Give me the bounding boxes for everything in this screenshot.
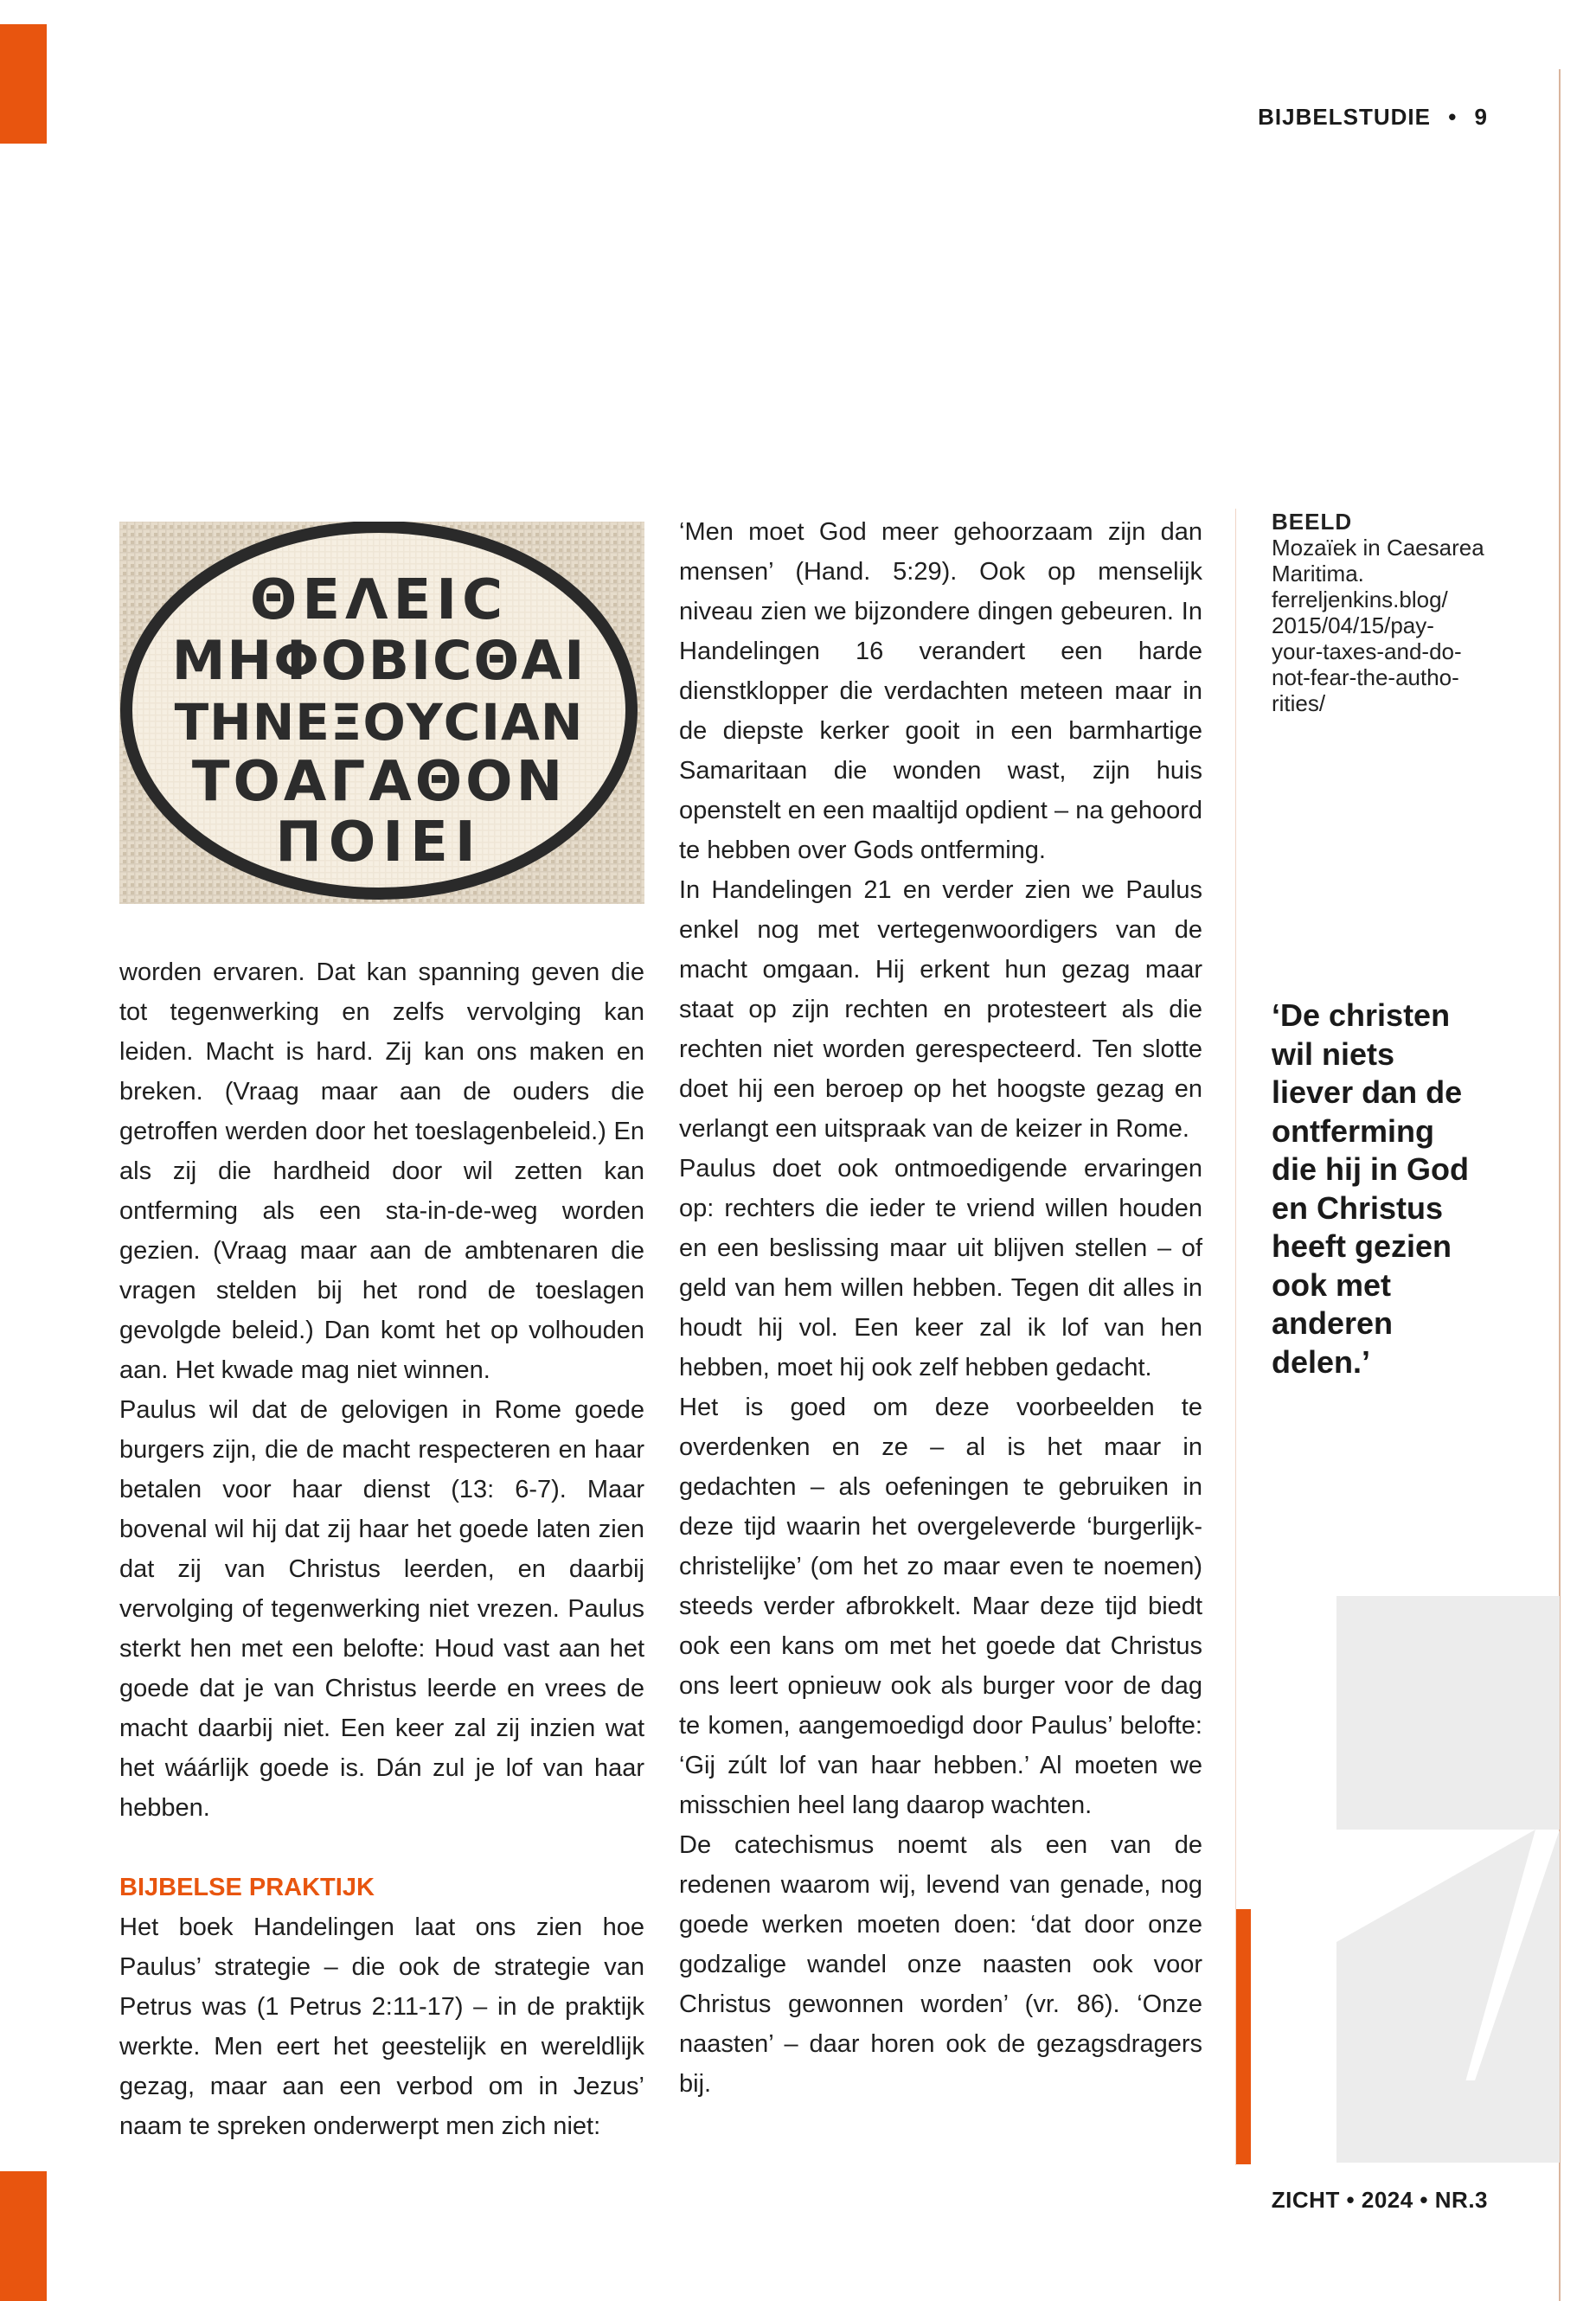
accent-bar-bottom-left (0, 2171, 47, 2301)
caption-line: not-fear-the-autho- (1272, 664, 1459, 690)
body-column-2 (679, 512, 1202, 2104)
accent-strip-right (1235, 1909, 1251, 2164)
section-title: BIJBELSTUDIE (1258, 104, 1431, 130)
quote-line: liever dan de (1272, 1074, 1463, 1110)
caption-line: 2015/04/15/pay- (1272, 612, 1434, 638)
caption-line: rities/ (1272, 690, 1326, 716)
inscription-line-4: ΤΟΑΓΑΘΟΝ (191, 750, 567, 814)
paragraph: ‘Men moet God meer gehoorzaam zijn dan mensen’ (Hand. 5:29). Ook op menselijk niveau zien we bijzondere dingen gebeuren. In Handelingen 16 verandert een harde dienstklopper die verdachten meteen maar in de diepste kerker gooit in een barmhartige Samaritaan die wonden wast, zijn huis openstelt en een maaltijd opdient – na gehoord te hebben over Gods ontferming. (679, 518, 1202, 864)
quote-line: delen.’ (1272, 1343, 1371, 1380)
quote-line: die hij in God (1272, 1151, 1469, 1187)
inscription-line-5: ΠΟΙΕΙ (275, 811, 483, 875)
mosaic-image (119, 522, 644, 904)
section-subheading: BIJBELSE PRAKTIJK (119, 1874, 375, 1901)
caption-label: BEELD (1272, 509, 1353, 535)
caption-line: Maritima. (1272, 561, 1364, 586)
paragraph: Het boek Handelingen laat ons zien hoe Paulus’ strategie – die ook de strategie van Petrus was (1 Petrus 2:11-17) – in de praktijk werkte. Men eert het geestelijk en wereldlijk gezag, maar aan een verbod om in Jezus’ naam te spreken onderwerpt men zich niet: (119, 1913, 644, 2140)
header-separator: • (1448, 104, 1458, 130)
image-caption (1272, 509, 1514, 716)
paragraph: In Handelingen 21 en verder zien we Paulus enkel nog met vertegenwoordigers van de macht omgaan. Hij erkent hun gezag maar staat op zijn rechten en protesteert als die rechten niet worden gerespecteerd. Ten slotte doet hij een beroep op het hoogste gezag en verlangt een uitspraak van de keizer in Rome. (679, 876, 1202, 1143)
body-column-1 (119, 952, 644, 2146)
quote-line: ook met (1272, 1266, 1392, 1303)
pull-quote (1272, 997, 1531, 1381)
quote-column-rule (1235, 509, 1236, 2165)
mosaic-illustration (119, 522, 644, 904)
paragraph: Paulus doet ook ontmoedigende ervaringen op: rechters die ieder te vriend willen houden en een beslissing maar uit blijven stellen – of geld van hem willen hebben. Tegen dit alles in houdt hij vol. Een keer zal ik lof van hen hebben, moet hij ook zelf hebben gedacht. (679, 1155, 1202, 1381)
quote-line: en Christus (1272, 1189, 1444, 1226)
running-footer: ZICHT • 2024 • NR.3 (1271, 2187, 1488, 2213)
paragraph: De catechismus noemt als een van de redenen waarom wij, levend van genade, nog goede werken moeten doen: ‘dat door onze godzalige wandel onze naasten ook voor Christus gewonnen worden’ (vr. 86). ‘Onze naasten’ – daar horen ook de gezagsdragers bij. (679, 1831, 1202, 2098)
z-watermark-graphic (1336, 1596, 1560, 2163)
page-number: 9 (1474, 104, 1488, 130)
quote-line: heeft gezien (1272, 1228, 1452, 1264)
quote-line: wil niets (1272, 1035, 1395, 1072)
quote-line: ontferming (1272, 1112, 1434, 1149)
quote-line: anderen (1272, 1305, 1394, 1341)
running-header (1258, 104, 1488, 131)
inscription-line-1: ΘΕΛΕΙϹ (249, 568, 509, 632)
inscription-line-2: ΜΗΦΟΒΙϹΘΑΙ (171, 629, 586, 692)
paragraph: worden ervaren. Dat kan spanning geven die tot tegenwerking en zelfs vervolging kan leiden. Macht is hard. Zij kan ons maken en breken. (Vraag maar aan de ouders die getroffen werden door het toeslagenbeleid.) En als zij die hardheid door wil zetten kan ontferming als een sta-in-de-weg worden gezien. (Vraag maar aan de ambtenaren die vragen stelden bij het rond de toeslagen gevolgde beleid.) Dan komt het op volhouden aan. Het kwade mag niet winnen. (119, 958, 644, 1384)
inscription-line-3: ΤΗΝΕΞΟΥϹΙΑΝ (174, 693, 584, 752)
caption-line: ferreljenkins.blog/ (1272, 586, 1448, 612)
caption-line: your-taxes-and-do- (1272, 638, 1462, 664)
caption-line: Mozaïek in Caesarea (1272, 535, 1484, 561)
quote-line: ‘De christen (1272, 997, 1451, 1033)
accent-bar-top-left (0, 24, 47, 144)
paragraph: Het is goed om deze voorbeelden te overdenken en ze – al is het maar in gedachten – als oefeningen te gebruiken in deze tijd waarin het overgeleverde ‘burgerlijk-christelijke’ (om het zo maar even te noemen) steeds verder afbrokkelt. Maar deze tijd biedt ook een kans om met het goede dat Christus ons leert opnieuw ook als burger voor de dag te komen, aangemoedigd door Paulus’ belofte: ‘Gij zúlt lof van haar hebben.’ Al moeten we misschien heel lang daarop wachten. (679, 1394, 1202, 1819)
paragraph: Paulus wil dat de gelovigen in Rome goede burgers zijn, die de macht respecteren en haar betalen voor haar dienst (13: 6-7). Maar bovenal wil hij dat zij haar het goede laten zien dat zij van Christus leerden, en daarbij vervolging of tegenwerking niet vrezen. Paulus sterkt hen met een belofte: Houd vast aan het goede dat je van Christus leerde en vrees de macht daarbij niet. Een keer zal zij inzien wat het wáárlijk goede is. Dán zul je lof van haar hebben. (119, 1396, 644, 1822)
